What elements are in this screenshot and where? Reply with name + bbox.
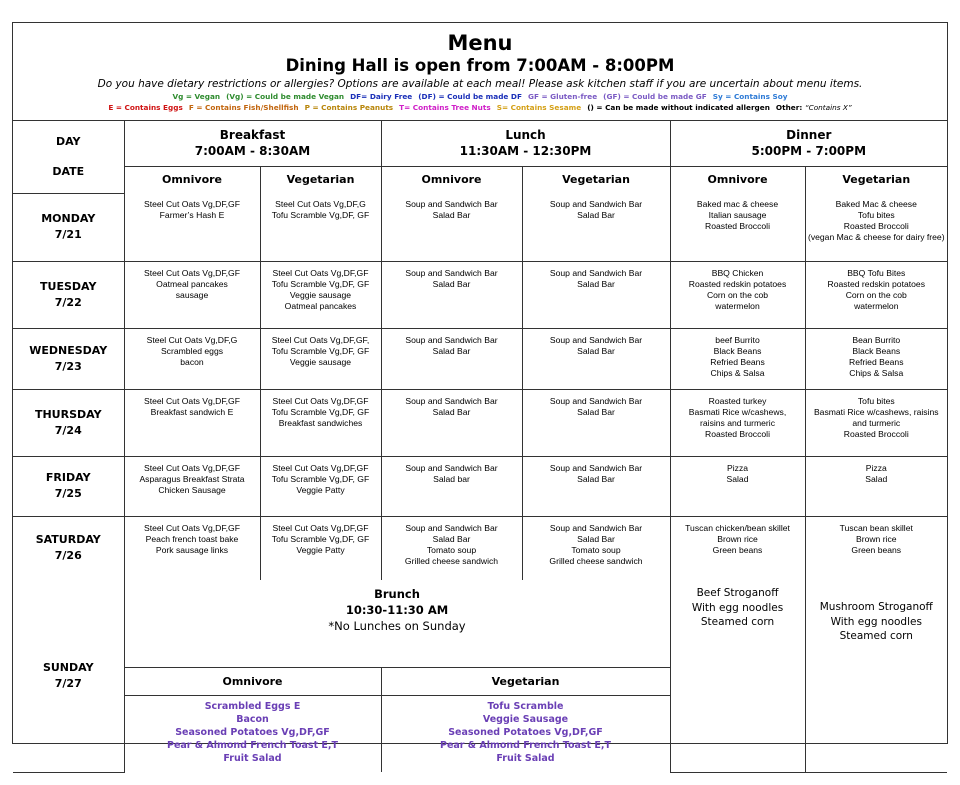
- menu-item: Chips & Salsa: [849, 367, 904, 378]
- dinner-omnivore-cell: [670, 193, 805, 261]
- menu-item: sausage: [175, 289, 209, 300]
- menu-item: BBQ Tofu Bites: [847, 267, 906, 278]
- menu-item: watermelon: [715, 300, 760, 311]
- breakfast-omnivore-cell: [124, 389, 260, 456]
- menu-item: Salad Bar: [577, 345, 615, 356]
- lunch-vegetarian-cell: [522, 456, 670, 516]
- menu-item: Oatmeal pancakes: [284, 300, 357, 311]
- legend-item: (DF) = Could be made DF: [418, 92, 522, 101]
- brunch-title: Brunch: [374, 587, 420, 601]
- dinner-omnivore-cell: [670, 456, 805, 516]
- menu-item: Steel Cut Oats Vg,DF,GF: [272, 462, 369, 473]
- brunch-item: Bacon: [236, 713, 269, 725]
- legend-line-1: [13, 91, 947, 102]
- lunch-vegetarian-cell: [522, 328, 670, 389]
- legend-item: (GF) = Could be made GF: [603, 92, 707, 101]
- day-name: FRIDAY: [45, 471, 91, 484]
- menu-item: Tofu bites: [857, 395, 895, 406]
- day-label: DAY: [55, 134, 81, 148]
- brunch-vegetarian-items: [381, 695, 670, 772]
- breakfast-omnivore-cell: [124, 193, 260, 261]
- dinner-vegetarian-cell: [805, 261, 947, 328]
- menu-item: Tomato soup: [426, 544, 477, 555]
- menu-item: beef Burrito: [715, 334, 760, 345]
- menu-item: Tofu bites: [857, 210, 895, 220]
- menu-item: Tofu Scramble Vg,DF, GF: [271, 345, 370, 356]
- legend-item: GF = Gluten-free: [527, 92, 598, 101]
- menu-item: BBQ Chicken: [711, 267, 764, 278]
- menu-item: Roasted redskin potatoes: [827, 278, 925, 289]
- dinner-vegetarian-cell: [805, 193, 947, 261]
- day-row: [13, 328, 947, 389]
- menu-item: bacon: [180, 356, 204, 367]
- brunch-vegetarian-header: Vegetarian: [381, 667, 670, 695]
- brunch-item: Seasoned Potatoes Vg,DF,GF: [175, 726, 330, 738]
- menu-item: Veggie sausage: [289, 356, 352, 367]
- sunday-dinner-omnivore: [670, 580, 805, 772]
- menu-item: Beef Stroganoff: [696, 587, 779, 599]
- menu-item: Steel Cut Oats Vg,DF,G: [146, 334, 238, 345]
- dinner-name: Dinner: [786, 128, 832, 143]
- menu-item: Steel Cut Oats Vg,DF,GF,: [271, 334, 370, 345]
- date-label: DATE: [52, 164, 85, 178]
- menu-item: Tofu Scramble Vg,DF, GF: [271, 278, 370, 289]
- dinner-header: [670, 121, 947, 166]
- menu-item: Black Beans: [713, 345, 762, 356]
- legend-item: F = Contains Fish/Shellfish: [188, 103, 299, 112]
- legend-item: Sy = Contains Soy: [712, 92, 788, 101]
- menu-item: Veggie Patty: [296, 484, 345, 495]
- menu-item: Steamed corn: [839, 630, 913, 642]
- sunday-date: 7/27: [54, 676, 82, 690]
- day-date: 7/23: [54, 359, 82, 373]
- menu-item: Veggie sausage: [289, 289, 352, 300]
- legend-item: DF= Dairy Free: [350, 92, 413, 101]
- menu-item: Basmati Rice w/cashews,: [688, 406, 787, 417]
- menu-item: Italian sausage: [708, 210, 767, 220]
- menu-item: Grilled cheese sandwich: [404, 555, 499, 566]
- menu-item: Roasted redskin potatoes: [688, 278, 787, 289]
- breakfast-omnivore-cell: [124, 456, 260, 516]
- brunch-item: Tofu Scramble: [487, 700, 564, 712]
- menu-item: Black Beans: [852, 345, 901, 356]
- menu-item: Farmer’s Hash E: [159, 210, 225, 220]
- menu-item: Brown rice: [855, 533, 897, 544]
- menu-item: Pork sausage links: [155, 544, 229, 555]
- dietary-question: Do you have dietary restrictions or allergies? Options are available at each meal! Please ask kitchen staff if you are uncertain about menu items.: [97, 78, 863, 90]
- lunch-omnivore-cell: [381, 261, 522, 328]
- menu-item: Salad Bar: [432, 533, 471, 544]
- sunday-day: SUNDAY: [42, 660, 94, 674]
- menu-item: Salad Bar: [577, 210, 615, 220]
- day-cell: [13, 328, 124, 389]
- brunch-omnivore-items: [124, 695, 381, 772]
- brunch-item: Fruit Salad: [223, 752, 282, 764]
- menu-item: watermelon: [854, 300, 899, 311]
- breakfast-time: 7:00AM - 8:30AM: [194, 144, 311, 159]
- menu-sheet: [12, 22, 948, 764]
- breakfast-vegetarian-cell: [260, 516, 381, 580]
- lunch-vegetarian-cell: [522, 261, 670, 328]
- day-cell: [13, 516, 124, 580]
- menu-header: [13, 23, 947, 121]
- menu-item: Chicken Sausage: [158, 484, 226, 495]
- menu-item: Grilled cheese sandwich: [549, 555, 643, 566]
- day-cell: [13, 193, 124, 261]
- legend-item: Vg = Vegan: [172, 92, 221, 101]
- breakfast-vegetarian-header: Vegetarian: [260, 166, 381, 193]
- lunch-name: Lunch: [505, 128, 546, 143]
- legend-item: S= Contains Sesame: [496, 103, 582, 112]
- menu-item: Soup and Sandwich Bar: [405, 462, 498, 473]
- menu-item: Basmati Rice w/cashews, raisins: [813, 406, 939, 417]
- day-cell: [13, 389, 124, 456]
- breakfast-name: Breakfast: [219, 128, 286, 143]
- menu-item: Salad Bar: [577, 406, 615, 417]
- menu-item: Soup and Sandwich Bar: [549, 199, 643, 209]
- dinner-vegetarian-cell: [805, 328, 947, 389]
- legend-line-2: [13, 102, 947, 113]
- menu-title: Menu: [447, 31, 513, 55]
- menu-item: Corn on the cob: [845, 289, 907, 300]
- menu-item: Salad Bar: [432, 345, 471, 356]
- day-date: 7/22: [54, 295, 82, 309]
- brunch-header: [124, 580, 670, 667]
- menu-item: Breakfast sandwich E: [150, 406, 234, 417]
- sunday-dinner-vegetarian: [805, 580, 947, 772]
- brunch-item: Pear & Almond French Toast E,T: [439, 739, 612, 751]
- menu-item: Soup and Sandwich Bar: [405, 522, 498, 533]
- breakfast-omnivore-cell: [124, 516, 260, 580]
- breakfast-vegetarian-cell: [260, 193, 381, 261]
- lunch-omnivore-cell: [381, 456, 522, 516]
- dinner-omnivore-cell: [670, 261, 805, 328]
- brunch-item: Scrambled Eggs E: [204, 700, 301, 712]
- menu-item: Steel Cut Oats Vg,DF,GF: [144, 199, 240, 209]
- menu-item: Steel Cut Oats Vg,DF,GF: [144, 395, 240, 406]
- brunch-item: Veggie Sausage: [482, 713, 569, 725]
- menu-item: Refried Beans: [710, 356, 765, 367]
- menu-item: Soup and Sandwich Bar: [549, 334, 643, 345]
- brunch-note: *No Lunches on Sunday: [328, 619, 466, 633]
- breakfast-vegetarian-cell: [260, 389, 381, 456]
- day-date: 7/25: [54, 487, 82, 500]
- day-row: [13, 261, 947, 328]
- day-row: [13, 456, 947, 516]
- day-row: [13, 389, 947, 456]
- menu-item: With egg noodles: [830, 615, 922, 628]
- day-row: [13, 193, 947, 261]
- breakfast-vegetarian-cell: [260, 328, 381, 389]
- menu-item: Steamed corn: [700, 616, 775, 628]
- menu-item: Corn on the cob: [706, 289, 769, 300]
- menu-item: Scrambled eggs: [160, 345, 224, 356]
- menu-item: Veggie Patty: [296, 544, 345, 555]
- menu-table: [13, 121, 947, 773]
- menu-item: Steel Cut Oats Vg,DF,GF: [272, 395, 369, 406]
- menu-item: Chips & Salsa: [710, 367, 765, 378]
- menu-item: Tuscan chicken/bean skillet: [685, 522, 790, 533]
- legend-item: T= Contains Tree Nuts: [399, 103, 491, 112]
- menu-item: Baked mac & cheese: [696, 199, 779, 209]
- menu-item: Soup and Sandwich Bar: [549, 462, 643, 473]
- menu-item: Steel Cut Oats Vg,DF,GF: [144, 267, 240, 278]
- dinner-omnivore-cell: [670, 389, 805, 456]
- breakfast-omnivore-cell: [124, 261, 260, 328]
- menu-item: Baked Mac & cheese: [835, 199, 917, 209]
- day-date: 7/24: [54, 423, 82, 437]
- menu-item: Pizza: [727, 462, 749, 473]
- day-cell: [13, 261, 124, 328]
- menu-item: Roasted Broccoli: [843, 428, 909, 439]
- menu-item: Salad Bar: [432, 278, 471, 289]
- lunch-omnivore-cell: [381, 516, 522, 580]
- day-name: THURSDAY: [34, 407, 102, 421]
- menu-item: raisins and turmeric: [700, 417, 775, 428]
- menu-item: Pizza: [865, 462, 887, 473]
- day-name: WEDNESDAY: [29, 343, 108, 357]
- day-date-header: [13, 121, 124, 193]
- menu-item: With egg noodles: [691, 601, 784, 614]
- brunch-item: Seasoned Potatoes Vg,DF,GF: [448, 726, 603, 738]
- lunch-time: 11:30AM - 12:30PM: [459, 144, 592, 159]
- menu-item: Roasted turkey: [708, 395, 767, 406]
- day-rows: [13, 193, 947, 580]
- day-cell: [13, 456, 124, 516]
- menu-item: Peach french toast bake: [145, 533, 239, 544]
- legend-item: (Vg) = Could be made Vegan: [226, 92, 345, 101]
- menu-item: Soup and Sandwich Bar: [405, 267, 498, 278]
- menu-item: Bean Burrito: [852, 334, 901, 345]
- menu-item: Steel Cut Oats Vg,DF,GF: [272, 267, 369, 278]
- menu-item: Tuscan bean skillet: [839, 522, 913, 533]
- menu-item: Steel Cut Oats Vg,DF,GF: [144, 462, 240, 473]
- hours-subtitle: Dining Hall is open from 7:00AM - 8:00PM: [285, 56, 675, 75]
- lunch-vegetarian-cell: [522, 193, 670, 261]
- breakfast-omnivore-header: Omnivore: [124, 166, 260, 193]
- menu-item: (vegan Mac & cheese for dairy free): [807, 232, 945, 242]
- brunch-item: Fruit Salad: [496, 752, 555, 764]
- lunch-vegetarian-cell: [522, 516, 670, 580]
- menu-item: Roasted Broccoli: [843, 221, 909, 231]
- menu-item: Steel Cut Oats Vg,DF,GF: [272, 522, 369, 533]
- legend-other-value: “Contains X”: [804, 103, 852, 112]
- dinner-vegetarian-header: Vegetarian: [805, 166, 947, 193]
- menu-item: Asparagus Breakfast Strata: [139, 473, 245, 484]
- menu-item: Roasted Broccoli: [705, 221, 770, 231]
- menu-item: Green beans: [712, 544, 763, 555]
- dinner-omnivore-header: Omnivore: [670, 166, 805, 193]
- lunch-vegetarian-header: Vegetarian: [522, 166, 670, 193]
- day-date: 7/21: [54, 228, 82, 241]
- menu-item: Brown rice: [717, 533, 758, 544]
- lunch-omnivore-cell: [381, 389, 522, 456]
- day-date: 7/26: [54, 549, 82, 563]
- day-name: MONDAY: [41, 212, 96, 225]
- dinner-omnivore-cell: [670, 328, 805, 389]
- menu-item: Salad Bar: [432, 406, 471, 417]
- dinner-time: 5:00PM - 7:00PM: [751, 144, 867, 159]
- dinner-vegetarian-cell: [805, 516, 947, 580]
- menu-item: Tofu Scramble Vg,DF, GF: [271, 533, 370, 544]
- lunch-omnivore-cell: [381, 328, 522, 389]
- dinner-vegetarian-cell: [805, 456, 947, 516]
- menu-item: Salad: [726, 473, 749, 484]
- menu-item: Tofu Scramble Vg,DF, GF: [271, 406, 370, 417]
- menu-item: Refried Beans: [849, 356, 904, 367]
- lunch-vegetarian-cell: [522, 389, 670, 456]
- menu-item: Soup and Sandwich Bar: [405, 334, 498, 345]
- legend-item: () = Can be made without indicated allergen: [587, 103, 770, 112]
- menu-item: Salad: [865, 473, 888, 484]
- menu-item: Breakfast sandwiches: [278, 417, 363, 428]
- dinner-omnivore-cell: [670, 516, 805, 580]
- sunday-day-cell: [13, 580, 124, 772]
- brunch-item: Pear & Almond French Toast E,T: [166, 739, 339, 751]
- day-name: SATURDAY: [35, 533, 101, 547]
- menu-item: Tofu Scramble Vg,DF, GF: [271, 473, 370, 484]
- menu-item: Tofu Scramble Vg,DF, GF: [271, 210, 370, 220]
- menu-item: Salad bar: [433, 473, 470, 484]
- brunch-omnivore-header: Omnivore: [124, 667, 381, 695]
- menu-item: Mushroom Stroganoff: [819, 601, 933, 613]
- legend-other: [776, 103, 852, 112]
- menu-item: Soup and Sandwich Bar: [549, 522, 643, 533]
- menu-item: Oatmeal pancakes: [156, 278, 228, 289]
- breakfast-header: [124, 121, 381, 166]
- dinner-vegetarian-cell: [805, 389, 947, 456]
- day-row: [13, 516, 947, 580]
- breakfast-omnivore-cell: [124, 328, 260, 389]
- lunch-omnivore-header: Omnivore: [381, 166, 522, 193]
- menu-item: Steel Cut Oats Vg,DF,GF: [144, 522, 240, 533]
- menu-item: Roasted Broccoli: [705, 428, 770, 439]
- breakfast-vegetarian-cell: [260, 456, 381, 516]
- breakfast-vegetarian-cell: [260, 261, 381, 328]
- menu-item: Steel Cut Oats Vg,DF,G: [275, 199, 366, 209]
- menu-item: and turmeric: [852, 417, 901, 428]
- legend-other-label: Other:: [775, 103, 803, 112]
- menu-item: Soup and Sandwich Bar: [405, 395, 498, 406]
- menu-item: Soup and Sandwich Bar: [405, 199, 498, 209]
- day-name: TUESDAY: [40, 279, 97, 293]
- menu-item: Soup and Sandwich Bar: [549, 395, 643, 406]
- menu-item: Soup and Sandwich Bar: [549, 267, 643, 278]
- brunch-time: 10:30-11:30 AM: [345, 603, 449, 617]
- menu-item: Tomato soup: [571, 544, 621, 555]
- menu-item: Salad Bar: [577, 473, 615, 484]
- menu-item: Green beans: [851, 544, 902, 555]
- menu-item: Salad Bar: [577, 533, 615, 544]
- menu-item: Salad Bar: [577, 278, 615, 289]
- lunch-omnivore-cell: [381, 193, 522, 261]
- lunch-header: [381, 121, 670, 166]
- menu-item: Salad Bar: [432, 210, 471, 220]
- legend-item: E = Contains Eggs: [108, 103, 183, 112]
- legend-item: P = Contains Peanuts: [304, 103, 394, 112]
